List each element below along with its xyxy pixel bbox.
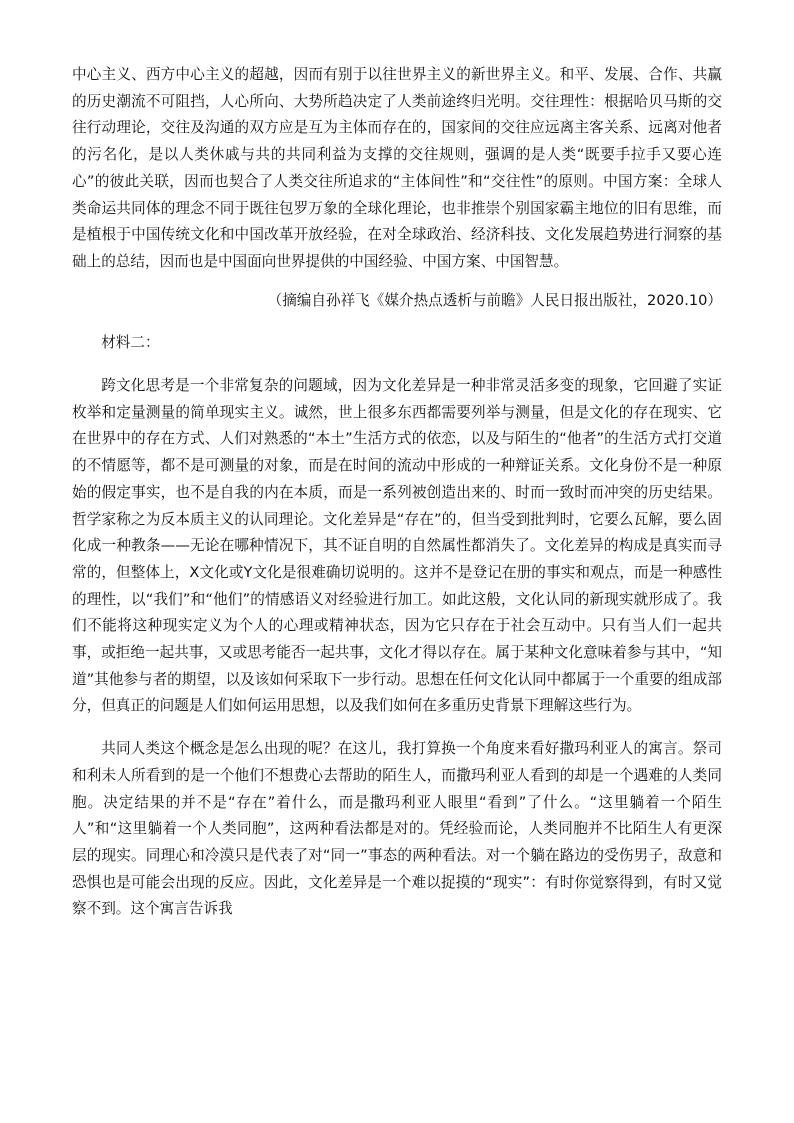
paragraph-2: 跨文化思考是一个非常复杂的问题域，因为文化差异是一种非常灵活多变的现象，它回避了实证枚举和定量测量的简单现实主义。诚然，世上很多东西都需要列举与测量，但是文化的存在现实、它在世界中的存在方式、人们对熟悉的“本土”生活方式的依恋，以及与陌生的“他者”的生活方式打交道的不情愿等，都不是可测量的对象，而是在时间的流动中形成的一种辩证关系。文化身份不是一种原始的假定事实，也不是自我的内在本质，而是一系列被创造出来的、时而一致时而冲突的历史结果。哲学家称之为反本质主义的认同理论。文化差异是“存在”的，但当受到批判时，它要么瓦解，要么固化成一种教条——无论在哪种情况下，其不证自明的自然属性都消失了。文化差异的构成是真实而寻常的，但整体上，X文化或Y文化是很难确切说明的。这并不是登记在册的事实和观点，而是一种感性的理性，以“我们”和“他们”的情感语义对经验进行加工。如此这般，文化认同的新现实就形成了。我们不能将这种现实定义为个人的心理或精神状态，因为它只存在于社会互动中。只有当人们一起共事，或拒绝一起共事，又或思考能否一起共事，文化才得以存在。属于某种文化意味着参与其中，“知道”其他参与者的期望，以及该如何采取下一步行动。思想在任何文化认同中都属于一个重要的组成部分，但真正的问题是人们如何运用思想，以及我们如何在多重历史背景下理解这些行为。 bbox=[72, 377, 722, 715]
document-page bbox=[72, 62, 722, 923]
paragraph-1: 中心主义、西方中心主义的超越，因而有别于以往世界主义的新世界主义。和平、发展、合作、共赢的历史潮流不可阻挡，人心所向、大势所趋决定了人类前途终归光明。交往理性：根据哈贝马斯的交往行动理论，交往及沟通的双方应是互为主体而存在的，国家间的交往应远离主客关系、远离对他者的污名化，是以人类休戚与共的共同利益为支撑的交往规则，强调的是人类“既要手拉手又要心连心”的彼此关联，因而也契合了人类交往所追求的“主体间性”和“交往性”的原则。中国方案：全球人类命运共同体的理念不同于既往包罗万象的全球化理论，也非推崇个别国家霸主地位的旧有思维，而是植根于中国传统文化和中国改革开放经验，在对全球政治、经济科技、文化发展趋势进行洞察的基础上的总结，因而也是中国面向世界提供的中国经验、中国方案、中国智慧。 bbox=[72, 66, 722, 270]
material-2-heading: 材料二： bbox=[101, 334, 160, 352]
paragraph-3: 共同人类这个概念是怎么出现的呢？在这儿，我打算换一个角度来看好撒玛利亚人的寓言。祭司和利未人所看到的是一个他们不想费心去帮助的陌生人，而撒玛利亚人看到的却是一个遇难的人类同胞。决定结果的并不是“存在”着什么，而是撒玛利亚人眼里“看到”了什么。“这里躺着一个陌生人”和“这里躺着一个人类同胞”，这两种看法都是对的。凭经验而论，人类同胞并不比陌生人有更深层的现实。同理心和冷漠只是代表了对“同一”事态的两种看法。对一个躺在路边的受伤男子，敌意和恐惧也是可能会出现的反应。因此，文化差异是一个难以捉摸的“现实”：有时你觉察得到，有时又觉察不到。这个寓言告诉我 bbox=[72, 740, 722, 918]
citation: （摘编自孙祥飞《媒介热点透析与前瞻》人民日报出版社，2020.10） bbox=[267, 291, 722, 309]
